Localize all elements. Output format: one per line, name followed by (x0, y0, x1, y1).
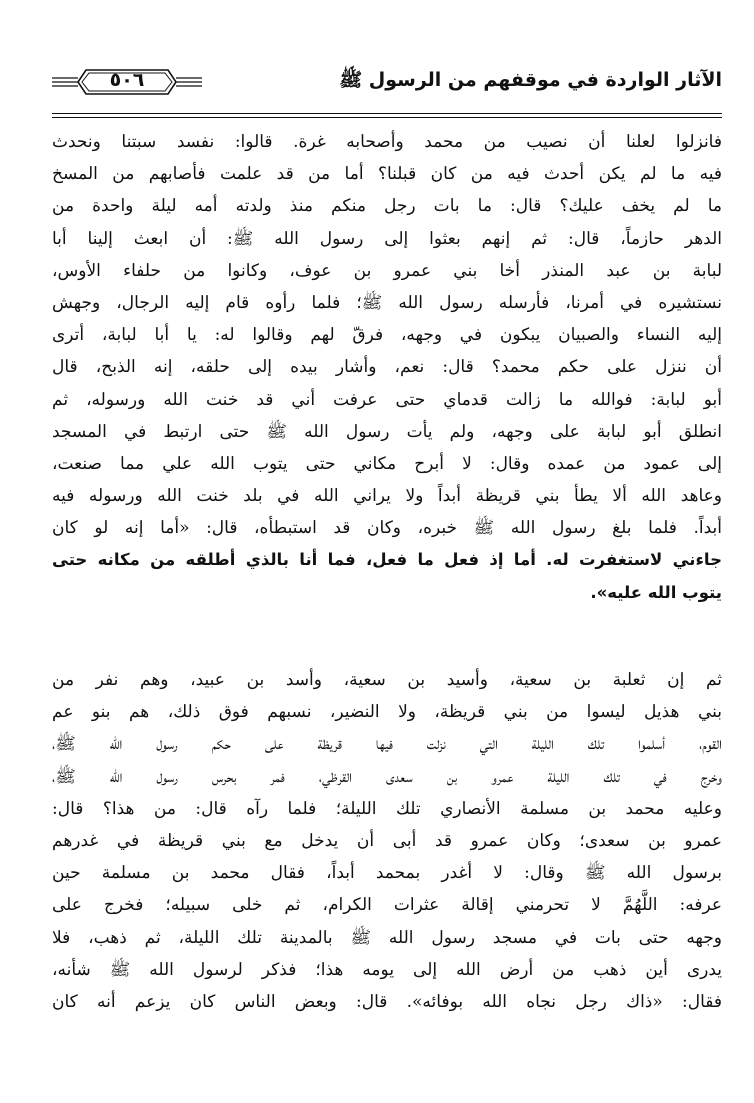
text-line: فقال: «ذاك رجل نجاه الله بوفائه». قال: وبعض الناس كان يزعم أنه كان (52, 991, 722, 1012)
text-line: ثم إن ثعلبة بن سعية، وأسيد بن سعية، وأسد بن عبيد، وهم نفر من (52, 670, 722, 690)
header-rule-bottom (52, 117, 722, 118)
paragraph-1 (52, 126, 722, 609)
text-line: ما لم يخف عليك؟ قال: ما بات رجل منكم منذ ولدته أمه ليلة واحدة من (52, 196, 722, 217)
header-rule-top (52, 113, 722, 114)
paragraph-2 (52, 664, 722, 1018)
hadith-quote-line: جاءني لاستغفرت له. أما إذ فعل ما فعل، فما أنا بالذي أطلقه من مكانه حتى (52, 550, 722, 570)
text-line: يدرى أين ذهب من أرض الله إلى يومه هذا؛ فذكر لرسول الله ﷺ شأنه، (52, 959, 722, 980)
text-line: القوم، أسلموا تلك الليلة التي نزلت فيها قريظة على حكم رسول الله ﷺ، (52, 734, 722, 755)
text-line: فيه ما لم يكن أحدث فيه من كان قبلنا؟ أما من قد علمت فأصابهم من المسخ (52, 164, 722, 185)
text-line: الدهر حازماً، قال: ثم إنهم بعثوا إلى رسول الله ﷺ: أن ابعث إلينا أبا (52, 228, 722, 249)
text-line: وعليه محمد بن مسلمة الأنصاري تلك الليلة؛ فلما رآه قال: من هذا؟ قال: (52, 798, 722, 819)
text-line: نستشيره في أمرنا، فأرسله رسول الله ﷺ؛ فلما رأوه قام إليه الرجال، وجهش (52, 292, 722, 313)
text-line: أبو لبابة: فوالله ما زالت قدماي حتى عرفت أني قد خنت الله ورسوله، ثم (52, 389, 722, 410)
hadith-quote-line: يتوب الله عليه». (590, 582, 722, 602)
text-line: عمرو بن سعدى؛ وكان عمرو قد أبى أن يدخل مع بني قريظة في غدرهم (52, 830, 722, 851)
text-line: برسول الله ﷺ وقال: لا أغدر بمحمد أبداً، فقال محمد بن مسلمة حين (52, 863, 722, 884)
running-header (52, 64, 722, 116)
text-line: إلى عمود من عمده وقال: لا أبرح مكاني حتى يتوب الله علي مما صنعت، (52, 453, 722, 474)
text-line: إليه النساء والصبيان يبكون في وجهه، فرقّ لهم وقالوا له: يا أبا لبابة، أترى (52, 325, 722, 346)
page-number-frame (52, 66, 202, 98)
text-line: عرفه: اللَّهُمَّ لا تحرمني إقالة عثرات الكرام، ثم خلى سبيله؛ فخرج على (52, 895, 722, 916)
text-line: وجهه حتى بات في مسجد رسول الله ﷺ بالمدينة تلك الليلة، ثم ذهب، فلا (52, 927, 722, 948)
text-line: أبداً. فلما بلغ رسول الله ﷺ خبره، وكان قد استبطأه، قال: «أما إنه لو كان (52, 518, 722, 539)
text-line: أن ننزل على حكم محمد؟ قال: نعم، وأشار بيده إلى حلقه، إنه الذبح، قال (52, 357, 722, 378)
running-header-title: الآثار الواردة في موقفهم من الرسول ﷺ (339, 69, 722, 91)
text-line: فانزلوا لعلنا أن نصيب من محمد وأصحابه غرة. قالوا: نفسد سبتنا ونحدث (52, 132, 722, 152)
text-line: وخرج في تلك الليلة عمرو بن سعدى القرظي، فمر بحرس رسول الله ﷺ، (52, 766, 722, 787)
page-number: ٥٠٦ (109, 69, 145, 91)
text-line: انطلق أبو لبابة على وجهه، ولم يأت رسول الله ﷺ حتى ارتبط في المسجد (52, 421, 722, 442)
text-line: وعاهد الله ألا يطأ بني قريظة أبداً ولا يراني الله في بلد خنت الله ورسوله فيه (52, 486, 722, 507)
text-line: لبابة بن عبد المنذر أخا بني عمرو بن عوف، وكانوا من حلفاء الأوس، (52, 260, 722, 281)
text-line: بني هذيل ليسوا من بني قريظة، ولا النضير، نسبهم فوق ذلك، هم بنو عم (52, 702, 722, 723)
